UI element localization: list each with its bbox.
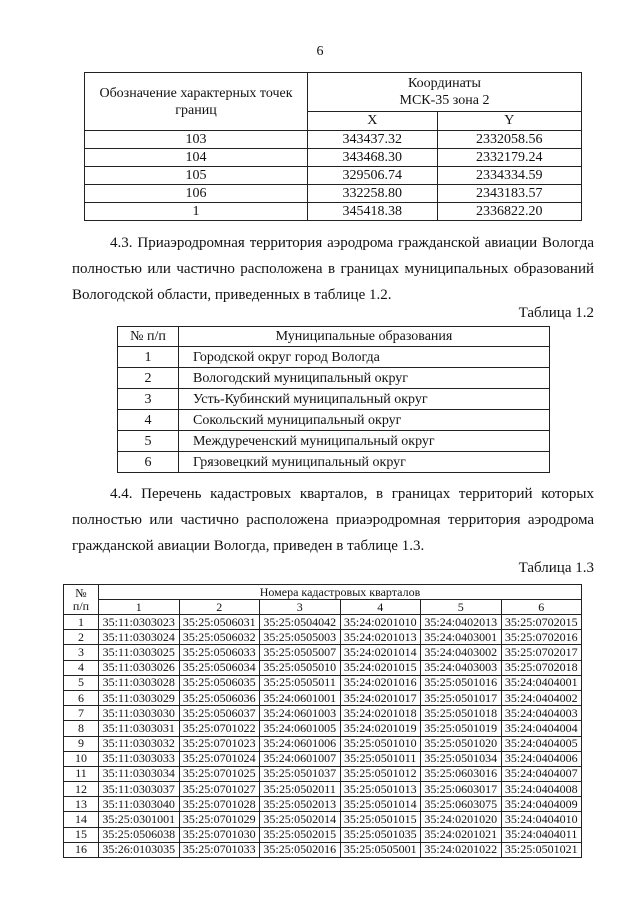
coord-row — [85, 203, 582, 221]
coordinates-table — [84, 72, 582, 221]
cad-num-header — [64, 585, 99, 615]
cad-row-num-cell: 6 — [64, 690, 99, 705]
cadastral-row — [64, 615, 582, 630]
cadastral-number-cell: 35:25:0501016 — [421, 675, 502, 690]
page-number: 6 — [316, 44, 324, 59]
x-coordinate-cell: 332258.80 — [308, 185, 438, 203]
paragraph-4-4 — [72, 481, 594, 559]
cadastral-number-cell: 35:11:0303033 — [99, 751, 180, 766]
y-header: Y — [437, 112, 582, 131]
cadastral-number-cell: 35:25:0701033 — [179, 842, 260, 857]
cadastral-number-cell: 35:25:0506035 — [179, 675, 260, 690]
cadastral-number-cell: 35:25:0506036 — [179, 690, 260, 705]
cadastral-number-cell: 35:25:0701023 — [179, 736, 260, 751]
cad-row-num-cell: 3 — [64, 645, 99, 660]
cadastral-number-cell: 35:11:0303028 — [99, 675, 180, 690]
cadastral-row — [64, 751, 582, 766]
x-coordinate-cell: 345418.38 — [308, 203, 438, 221]
cadastral-number-cell: 35:24:0404010 — [501, 812, 582, 827]
cadastral-number-cell: 35:24:0201016 — [340, 675, 421, 690]
cadastral-number-cell: 35:24:0601006 — [260, 736, 341, 751]
cadastral-number-cell: 35:24:0201014 — [340, 645, 421, 660]
cadastral-number-cell: 35:25:0501021 — [501, 842, 582, 857]
cadastral-number-cell: 35:11:0303024 — [99, 630, 180, 645]
x-coordinate-cell: 343437.32 — [308, 131, 438, 149]
cadastral-number-cell: 35:11:0303025 — [99, 645, 180, 660]
cadastral-number-cell: 35:25:0506038 — [99, 827, 180, 842]
cadastral-number-cell: 35:25:0702015 — [501, 615, 582, 630]
cadastral-number-cell: 35:25:0504042 — [260, 615, 341, 630]
municipality-row — [118, 347, 550, 368]
cadastral-number-cell: 35:25:0702017 — [501, 645, 582, 660]
cadastral-number-cell: 35:25:0502014 — [260, 812, 341, 827]
cadastral-number-cell: 35:25:0501013 — [340, 782, 421, 797]
cadastral-row — [64, 797, 582, 812]
cad-group-header: Номера кадастровых кварталов — [99, 585, 582, 600]
cadastral-number-cell: 35:25:0506034 — [179, 660, 260, 675]
cadastral-row — [64, 736, 582, 751]
cadastral-number-cell: 35:25:0301001 — [99, 812, 180, 827]
cadastral-number-cell: 35:25:0505007 — [260, 645, 341, 660]
cad-column-header: 2 — [179, 600, 260, 615]
cadastral-row — [64, 660, 582, 675]
cadastral-number-cell: 35:24:0403003 — [421, 660, 502, 675]
cadastral-number-cell: 35:25:0506037 — [179, 706, 260, 721]
municipality-name-cell: Вологодский муниципальный округ — [179, 368, 550, 389]
cadastral-number-cell: 35:25:0501015 — [340, 812, 421, 827]
cad-row-num-cell: 16 — [64, 842, 99, 857]
cadastral-number-cell: 35:25:0501012 — [340, 766, 421, 781]
cadastral-row — [64, 812, 582, 827]
x-coordinate-cell: 343468.30 — [308, 149, 438, 167]
cadastral-number-cell: 35:24:0601003 — [260, 706, 341, 721]
point-id-cell: 106 — [85, 185, 308, 203]
cadastral-number-cell: 35:24:0201020 — [421, 812, 502, 827]
cadastral-number-cell: 35:24:0403001 — [421, 630, 502, 645]
cad-num-header-line2: п/п — [72, 598, 90, 613]
paragraph-4-4-text: 4.4. Перечень кадастровых кварталов, в границах территорий которых полностью или частично расположена приаэродромная территория аэродрома гражданской авиации Вологда, приведен в таблице 1.3. — [72, 486, 594, 554]
cadastral-number-cell: 35:25:0506031 — [179, 615, 260, 630]
cadastral-number-cell: 35:25:0701029 — [179, 812, 260, 827]
cadastral-number-cell: 35:25:0701028 — [179, 797, 260, 812]
point-id-cell: 103 — [85, 131, 308, 149]
x-header: X — [308, 112, 438, 131]
cadastral-number-cell: 35:25:0505010 — [260, 660, 341, 675]
municipality-num-cell: 5 — [118, 431, 179, 452]
y-coordinate-cell: 2334334.59 — [437, 167, 582, 185]
cad-row-num-cell: 14 — [64, 812, 99, 827]
cadastral-row — [64, 690, 582, 705]
coord-row — [85, 185, 582, 203]
cadastral-number-cell: 35:25:0505001 — [340, 842, 421, 857]
cadastral-number-cell: 35:11:0303034 — [99, 766, 180, 781]
cadastral-row — [64, 782, 582, 797]
cad-row-num-cell: 5 — [64, 675, 99, 690]
cadastral-number-cell: 35:25:0506033 — [179, 645, 260, 660]
cadastral-number-cell: 35:11:0303026 — [99, 660, 180, 675]
cadastral-number-cell: 35:24:0404006 — [501, 751, 582, 766]
cadastral-number-cell: 35:24:0404001 — [501, 675, 582, 690]
cadastral-number-cell: 35:25:0702016 — [501, 630, 582, 645]
cadastral-number-cell: 35:24:0404009 — [501, 797, 582, 812]
cadastral-number-cell: 35:24:0201021 — [421, 827, 502, 842]
municipality-row — [118, 431, 550, 452]
cad-row-num-cell: 2 — [64, 630, 99, 645]
paragraph-4-3 — [72, 230, 594, 308]
cadastral-number-cell: 35:11:0303029 — [99, 690, 180, 705]
cadastral-number-cell: 35:24:0404008 — [501, 782, 582, 797]
municipality-name-cell: Грязовецкий муниципальный округ — [179, 452, 550, 473]
cad-row-num-cell: 4 — [64, 660, 99, 675]
cadastral-number-cell: 35:25:0502013 — [260, 797, 341, 812]
cadastral-number-cell: 35:24:0404003 — [501, 706, 582, 721]
coord-row — [85, 149, 582, 167]
municipality-name-cell: Междуреченский муниципальный округ — [179, 431, 550, 452]
cadastral-row — [64, 675, 582, 690]
cadastral-number-cell: 35:25:0501035 — [340, 827, 421, 842]
cadastral-number-cell: 35:11:0303031 — [99, 721, 180, 736]
cadastral-number-cell: 35:24:0404011 — [501, 827, 582, 842]
cadastral-number-cell: 35:25:0502011 — [260, 782, 341, 797]
cadastral-number-cell: 35:25:0501018 — [421, 706, 502, 721]
cadastral-number-cell: 35:25:0506032 — [179, 630, 260, 645]
cadastral-number-cell: 35:25:0501037 — [260, 766, 341, 781]
cadastral-number-cell: 35:24:0201019 — [340, 721, 421, 736]
cadastral-number-cell: 35:11:0303037 — [99, 782, 180, 797]
cadastral-number-cell: 35:25:0701025 — [179, 766, 260, 781]
cadastral-row — [64, 630, 582, 645]
point-id-cell: 1 — [85, 203, 308, 221]
cadastral-number-cell: 35:25:0603017 — [421, 782, 502, 797]
cadastral-number-cell: 35:25:0505011 — [260, 675, 341, 690]
cadastral-number-cell: 35:25:0501034 — [421, 751, 502, 766]
cadastral-number-cell: 35:11:0303023 — [99, 615, 180, 630]
cad-row-num-cell: 11 — [64, 766, 99, 781]
coordinates-system-label: МСК-35 зона 2 — [399, 93, 490, 108]
cadastral-number-cell: 35:25:0501019 — [421, 721, 502, 736]
coord-row — [85, 131, 582, 149]
cadastral-number-cell: 35:24:0404007 — [501, 766, 582, 781]
cadastral-number-cell: 35:25:0603075 — [421, 797, 502, 812]
cadastral-number-cell: 35:24:0201017 — [340, 690, 421, 705]
cadastral-quarters-table — [63, 584, 582, 858]
point-id-cell: 104 — [85, 149, 308, 167]
cadastral-number-cell: 35:25:0505003 — [260, 630, 341, 645]
cadastral-row — [64, 827, 582, 842]
municipality-num-cell: 6 — [118, 452, 179, 473]
cad-row-num-cell: 1 — [64, 615, 99, 630]
cadastral-number-cell: 35:25:0501014 — [340, 797, 421, 812]
municipality-name-cell: Сокольский муниципальный округ — [179, 410, 550, 431]
cadastral-number-cell: 35:24:0404004 — [501, 721, 582, 736]
cadastral-number-cell: 35:24:0403002 — [421, 645, 502, 660]
cadastral-number-cell: 35:25:0701024 — [179, 751, 260, 766]
y-coordinate-cell: 2336822.20 — [437, 203, 582, 221]
muni-num-header: № п/п — [118, 327, 179, 347]
cadastral-number-cell: 35:25:0702018 — [501, 660, 582, 675]
municipalities-table — [117, 326, 550, 473]
cadastral-number-cell: 35:24:0404005 — [501, 736, 582, 751]
municipality-row — [118, 452, 550, 473]
cad-row-num-cell: 15 — [64, 827, 99, 842]
cadastral-number-cell: 35:25:0502015 — [260, 827, 341, 842]
municipality-num-cell: 2 — [118, 368, 179, 389]
cad-column-header: 6 — [501, 600, 582, 615]
cad-row-num-cell: 7 — [64, 706, 99, 721]
table-1-3-caption: Таблица 1.3 — [518, 560, 594, 576]
municipality-name-cell: Усть-Кубинский муниципальный округ — [179, 389, 550, 410]
cadastral-number-cell: 35:24:0402013 — [421, 615, 502, 630]
coordinates-header — [308, 73, 582, 112]
cadastral-number-cell: 35:24:0601001 — [260, 690, 341, 705]
municipality-row — [118, 368, 550, 389]
cadastral-number-cell: 35:11:0303030 — [99, 706, 180, 721]
cad-row-num-cell: 12 — [64, 782, 99, 797]
cad-column-header: 3 — [260, 600, 341, 615]
cad-row-num-cell: 8 — [64, 721, 99, 736]
cadastral-number-cell: 35:24:0601005 — [260, 721, 341, 736]
cadastral-row — [64, 766, 582, 781]
cadastral-number-cell: 35:25:0501020 — [421, 736, 502, 751]
y-coordinate-cell: 2343183.57 — [437, 185, 582, 203]
municipality-row — [118, 389, 550, 410]
municipality-row — [118, 410, 550, 431]
muni-name-header: Муниципальные образования — [179, 327, 550, 347]
cadastral-number-cell: 35:25:0501017 — [421, 690, 502, 705]
cad-column-header: 5 — [421, 600, 502, 615]
coord-row — [85, 167, 582, 185]
cad-row-num-cell: 9 — [64, 736, 99, 751]
cadastral-number-cell: 35:25:0501011 — [340, 751, 421, 766]
cadastral-number-cell: 35:26:0103035 — [99, 842, 180, 857]
cad-row-num-cell: 10 — [64, 751, 99, 766]
municipality-num-cell: 4 — [118, 410, 179, 431]
cadastral-number-cell: 35:25:0701022 — [179, 721, 260, 736]
cadastral-number-cell: 35:25:0701027 — [179, 782, 260, 797]
cadastral-row — [64, 706, 582, 721]
cadastral-number-cell: 35:24:0404002 — [501, 690, 582, 705]
cadastral-number-cell: 35:11:0303040 — [99, 797, 180, 812]
cadastral-row — [64, 645, 582, 660]
y-coordinate-cell: 2332058.56 — [437, 131, 582, 149]
cadastral-number-cell: 35:24:0201022 — [421, 842, 502, 857]
table-1-2-caption: Таблица 1.2 — [518, 305, 594, 321]
municipality-num-cell: 3 — [118, 389, 179, 410]
cadastral-row — [64, 842, 582, 857]
cadastral-number-cell: 35:24:0201015 — [340, 660, 421, 675]
cadastral-number-cell: 35:25:0603016 — [421, 766, 502, 781]
y-coordinate-cell: 2332179.24 — [437, 149, 582, 167]
cad-column-header: 1 — [99, 600, 180, 615]
cad-num-header-line1: № — [75, 585, 87, 600]
cadastral-number-cell: 35:24:0201018 — [340, 706, 421, 721]
cadastral-number-cell: 35:24:0601007 — [260, 751, 341, 766]
cadastral-row — [64, 721, 582, 736]
point-id-cell: 105 — [85, 167, 308, 185]
x-coordinate-cell: 329506.74 — [308, 167, 438, 185]
cadastral-number-cell: 35:11:0303032 — [99, 736, 180, 751]
cadastral-number-cell: 35:25:0502016 — [260, 842, 341, 857]
cad-column-header: 4 — [340, 600, 421, 615]
cad-row-num-cell: 13 — [64, 797, 99, 812]
cadastral-number-cell: 35:24:0201013 — [340, 630, 421, 645]
cadastral-number-cell: 35:25:0501010 — [340, 736, 421, 751]
municipality-num-cell: 1 — [118, 347, 179, 368]
coordinates-header-title: Координаты — [408, 76, 481, 91]
paragraph-4-3-text: 4.3. Приаэродромная территория аэродрома гражданской авиации Вологда полностью или частично расположена в границах муниципальных образований Вологодской области, приведенных в таблице 1.2. — [72, 235, 594, 303]
cadastral-number-cell: 35:24:0201010 — [340, 615, 421, 630]
municipality-name-cell: Городской округ город Вологда — [179, 347, 550, 368]
cadastral-number-cell: 35:25:0701030 — [179, 827, 260, 842]
points-header: Обозначение характерных точек границ — [85, 73, 308, 131]
